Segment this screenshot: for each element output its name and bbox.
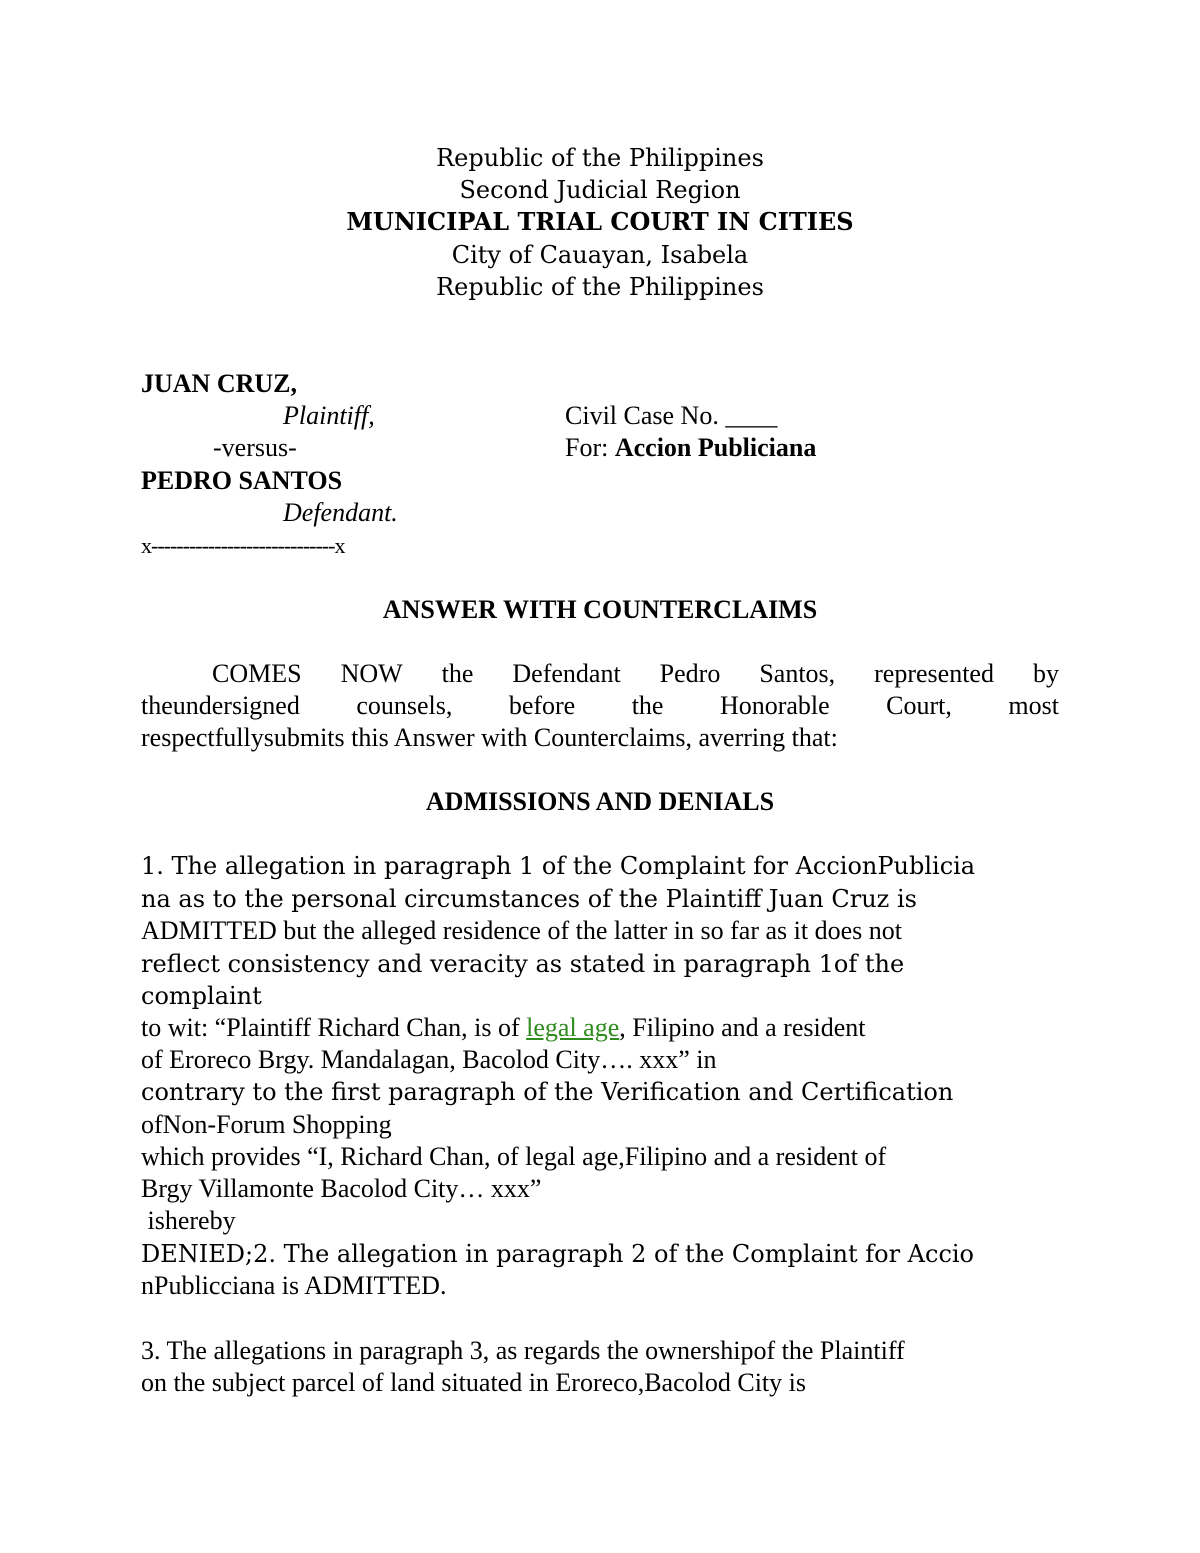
para1-text: , Filipino and a resident [619,1013,866,1042]
intro-word: by [1032,659,1059,688]
intro-word: most [1008,691,1059,720]
header-city: City of Cauayan, Isabela [451,241,749,269]
intro-word: Santos, [759,659,836,688]
header-country-repeat: Republic of the Philippines [436,273,764,301]
case-nature-value: Accion Publiciana [614,433,817,462]
para1-line: ishereby [141,1206,236,1235]
para1-line: which provides “I, Richard Chan, of legal age,Filipino and a resident of [141,1142,887,1171]
document-title: ANSWER WITH COUNTERCLAIMS [382,595,818,624]
header-region: Second Judicial Region [459,176,741,204]
plaintiff-name: JUAN CRUZ, [141,369,297,398]
header-court: MUNICIPAL TRIAL COURT IN CITIES [346,207,854,236]
para1-line: complaint [141,982,262,1010]
para1-line: Brgy Villamonte Bacolod City… xxx” [141,1174,542,1203]
section-title: ADMISSIONS AND DENIALS [425,787,775,816]
intro-word: the [631,691,664,720]
para1-line: ADMITTED but the alleged residence of the latter in so far as it does not [141,916,902,945]
defendant-role: Defendant. [283,498,398,527]
intro-word: theundersigned [141,691,300,720]
intro-word: NOW [340,659,403,688]
plaintiff-role: Plaintiff, [283,401,375,430]
intro-word: counsels, [356,691,453,720]
para1-line: ofNon-Forum Shopping [141,1110,392,1139]
para1-line [141,1012,866,1044]
case-nature [565,432,816,464]
intro-line-1 [212,658,1059,690]
intro-line-2 [141,690,1059,722]
header-country: Republic of the Philippines [436,144,764,172]
para1-line: nPublicciana is ADMITTED. [141,1271,447,1300]
intro-word: Pedro [659,659,721,688]
para1-line: 1. The allegation in paragraph 1 of the Complaint for AccionPublicia [141,852,976,880]
intro-word: Court, [886,691,952,720]
case-nature-label: For: [565,433,615,462]
intro-word: Defendant [512,659,621,688]
para1-line: contrary to the first paragraph of the Verification and Certification [141,1078,954,1106]
versus-label: -versus- [213,433,297,462]
para1-line: reflect consistency and veracity as stated in paragraph 1of the [141,950,905,978]
para3-line: 3. The allegations in paragraph 3, as regards the ownershipof the Plaintiff [141,1336,905,1365]
para1-text: to wit: “Plaintiff Richard Chan, is of [141,1013,527,1042]
intro-word: COMES [212,659,302,688]
para1-line: of Eroreco Brgy. Mandalagan, Bacolod City…. xxx” in [141,1045,717,1074]
defendant-name: PEDRO SANTOS [141,466,343,495]
intro-word: represented [874,659,994,688]
para1-line: DENIED;2. The allegation in paragraph 2 of the Complaint for Accio [141,1240,975,1268]
intro-word: the [441,659,474,688]
case-number: Civil Case No. ____ [565,401,778,430]
intro-word: Honorable [719,691,830,720]
caption-divider: x-----------------------------x [141,533,345,558]
para3-line: on the subject parcel of land situated in Eroreco,Bacolod City is [141,1368,806,1397]
intro-word: before [508,691,576,720]
intro-line-3: respectfullysubmits this Answer with Counterclaims, averring that: [141,723,838,752]
para1-line: na as to the personal circumstances of the Plaintiff Juan Cruz is [141,885,917,913]
legal-age-link[interactable]: legal age [526,1013,620,1042]
